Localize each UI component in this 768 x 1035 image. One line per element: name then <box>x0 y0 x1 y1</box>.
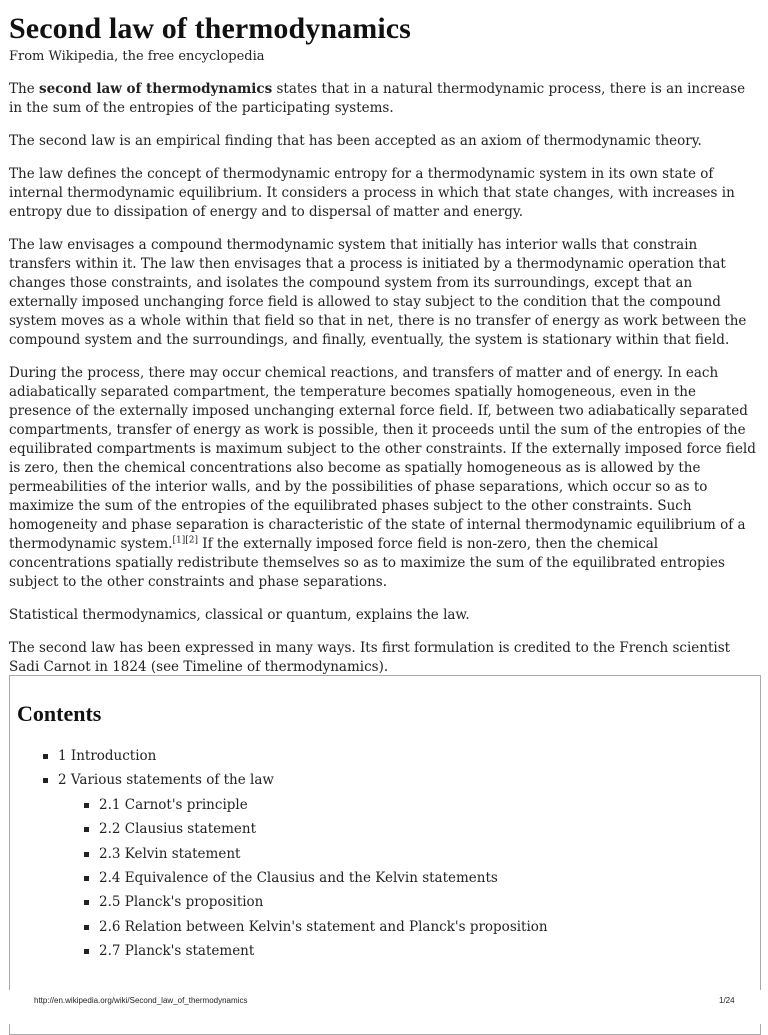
toc-item-label[interactable]: 2 Various statements of the law <box>58 772 274 789</box>
paragraph-5-pre: During the process, there may occur chemical reactions, and transfers of matter and of energy. In each adiabatically separated compartment, the temperature becomes spatially homogeneous, even in the presence of the externally imposed unchanging external force field. If, between two adiabatically separated compartments, transfer of energy as work is possible, then it proceeds until the sum of the entropies of the equilibrated compartments is maximum subject to the other constraints. If the externally imposed force field is zero, then the chemical concentrations also become as spatially homogeneous as is allowed by the permeabilities of the interior walls, and by the possibilities of phase separations, which occur so as to maximize the sum of the entropies of the equilibrated phases subject to the other constraints. Such homogeneity and phase separation is characteristic of the state of internal thermodynamic equilibrium of a thermodynamic system. <box>9 365 756 552</box>
paragraph-1-bold-term: second law of thermodynamics <box>38 81 273 97</box>
bullet-icon <box>43 778 48 783</box>
footer-page-number: 1/24 <box>719 996 735 1005</box>
toc-item[interactable] <box>10 890 760 914</box>
bullet-icon <box>43 754 48 759</box>
toc-item-label[interactable]: 2.3 Kelvin statement <box>99 845 241 862</box>
page-subtitle: From Wikipedia, the free encyclopedia <box>9 49 265 64</box>
reference-link-1[interactable]: [1] <box>172 535 186 546</box>
toc-item-label[interactable]: 2.2 Clausius statement <box>99 821 257 838</box>
toc-item-label[interactable]: 2.4 Equivalence of the Clausius and the Kelvin statements <box>99 870 498 887</box>
bullet-icon <box>84 852 89 857</box>
paragraph-1 <box>9 80 761 118</box>
toc-list <box>10 744 760 964</box>
paragraph-4: The law envisages a compound thermodynamic system that initially has interior walls that constrain transfers within it. The law then envisages that a process is initiated by a thermodynamic operation that changes those constraints, and isolates the compound system from its surroundings, except that an externally imposed unchanging force field is allowed to stay subject to the condition that the compound system moves as a whole within that field so that in net, there is no transfer of energy as work between the compound system and the surroundings, and finally, eventually, the system is stationary within that field. <box>9 237 747 348</box>
toc-item[interactable] <box>10 866 760 890</box>
bullet-icon <box>84 949 89 954</box>
toc-title: Contents <box>17 701 102 726</box>
bullet-icon <box>84 803 89 808</box>
paragraph-7: The second law has been expressed in many ways. Its first formulation is credited to the French scientist Sadi Carnot in 1824 (see Timeline of thermodynamics). <box>9 640 731 675</box>
toc-item[interactable] <box>10 817 760 841</box>
paragraph-6: Statistical thermodynamics, classical or quantum, explains the law. <box>9 607 470 623</box>
bullet-icon <box>84 900 89 905</box>
paragraph-2: The second law is an empirical finding that has been accepted as an axiom of thermodynamic theory. <box>9 133 702 149</box>
bullet-icon <box>84 827 89 832</box>
toc-item[interactable] <box>10 842 760 866</box>
reference-link-2[interactable]: [2] <box>185 535 198 546</box>
toc-item-label[interactable]: 2.7 Planck's statement <box>99 943 255 960</box>
page-title: Second law of thermodynamics <box>9 12 411 45</box>
toc-item-label[interactable]: 2.6 Relation between Kelvin's statement and Planck's proposition <box>99 918 548 935</box>
toc-item[interactable] <box>10 939 760 963</box>
toc-item[interactable] <box>10 793 760 817</box>
toc-item[interactable] <box>10 744 760 768</box>
paragraph-1-pre: The <box>9 81 39 97</box>
bullet-icon <box>84 876 89 881</box>
toc-item-label[interactable]: 2.1 Carnot's principle <box>99 796 248 813</box>
footer-url: http://en.wikipedia.org/wiki/Second_law_of_thermodynamics <box>34 996 248 1005</box>
toc-item-label[interactable]: 2.5 Planck's proposition <box>99 894 264 911</box>
paragraph-5 <box>9 364 761 592</box>
toc-item-label[interactable]: 1 Introduction <box>58 748 157 764</box>
toc-item[interactable] <box>10 915 760 939</box>
table-of-contents <box>9 675 761 1035</box>
article-body <box>9 0 761 677</box>
paragraph-3: The law defines the concept of thermodynamic entropy for a thermodynamic system in its own state of internal thermodynamic equilibrium. It considers a process in which that state changes, with increases in entropy due to dissipation of energy and to dispersal of matter and energy. <box>9 166 735 220</box>
bullet-icon <box>84 925 89 930</box>
toc-item[interactable] <box>10 768 760 792</box>
paragraph-1-post: states that in a natural thermodynamic process, there is an increase in the sum of the entropies of the participating systems. <box>9 81 746 116</box>
paragraph-5-post: If the externally imposed force field is non-zero, then the chemical concentrations spatially redistribute themselves so as to maximize the sum of the equilibrated entropies subject to the other constraints and phase separations. <box>9 536 725 590</box>
